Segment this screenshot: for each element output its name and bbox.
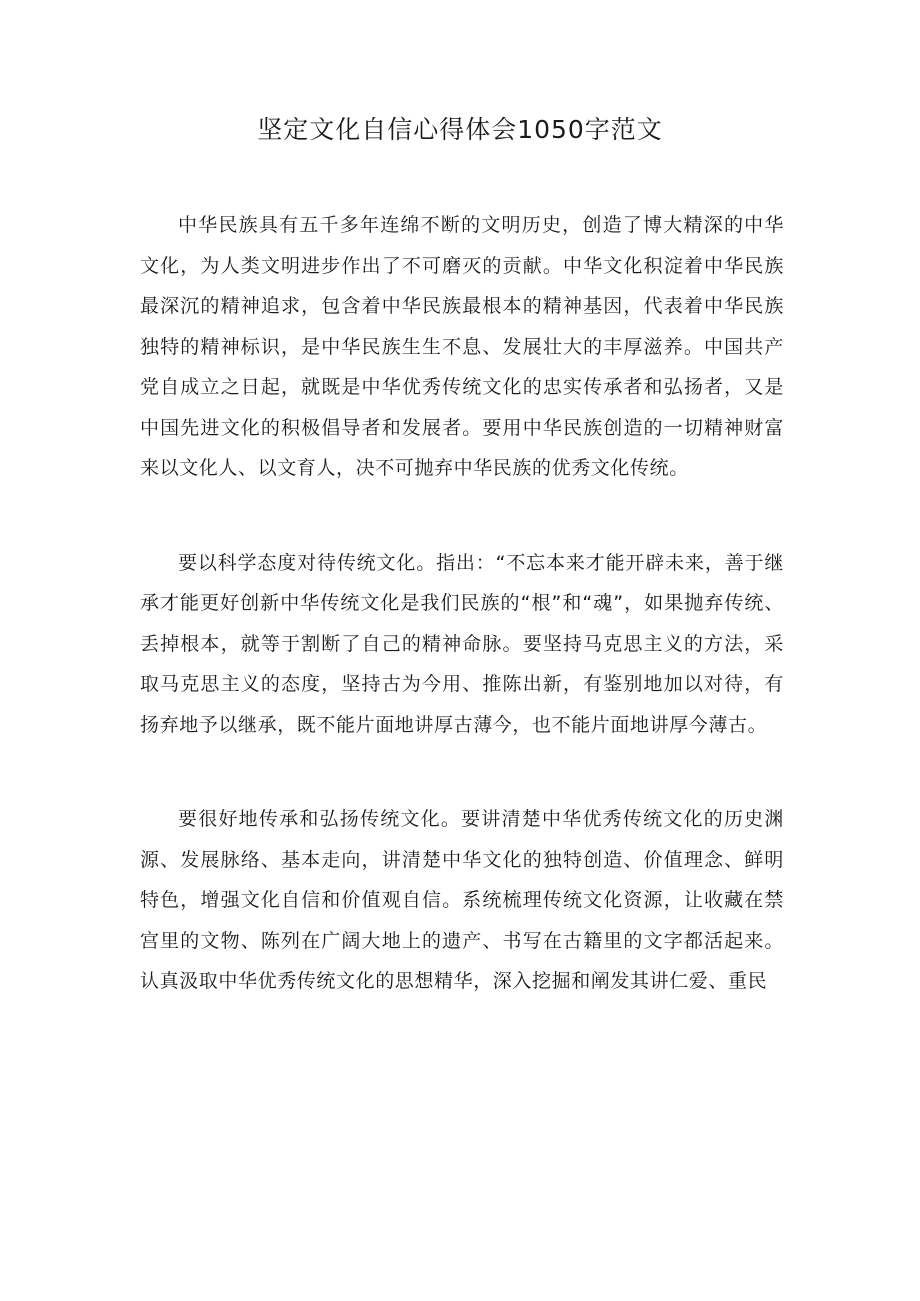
document-body	[140, 205, 784, 1056]
paragraph-2: 要以科学态度对待传统文化。指出：“不忘本来才能开辟未来，善于继承才能更好创新中华传统文化是我们民族的“根”和“魂”，如果抛弃传统、丢掉根本，就等于割断了自己的精神命脉。要坚持马克思主义的方法，采取马克思主义的态度，坚持古为今用、推陈出新，有鉴别地加以对待，有扬弃地予以继承，既不能片面地讲厚古薄今，也不能片面地讲厚今薄古。	[140, 551, 784, 736]
paragraph-1: 中华民族具有五千多年连绵不断的文明历史，创造了博大精深的中华文化，为人类文明进步作出了不可磨灭的贡献。中华文化积淀着中华民族最深沉的精神追求，包含着中华民族最根本的精神基因，代表着中华民族独特的精神标识，是中华民族生生不息、发展壮大的丰厚滋养。中国共产党自成立之日起，就既是中华优秀传统文化的忠实传承者和弘扬者，又是中国先进文化的积极倡导者和发展者。要用中华民族创造的一切精神财富来以文化人、以文育人，决不可抛弃中华民族的优秀文化传统。	[140, 214, 784, 479]
paragraph-3: 要很好地传承和弘扬传统文化。要讲清楚中华优秀传统文化的历史渊源、发展脉络、基本走向，讲清楚中华文化的独特创造、价值理念、鲜明特色，增强文化自信和价值观自信。系统梳理传统文化资源，让收藏在禁宫里的文物、陈列在广阔大地上的遗产、书写在古籍里的文字都活起来。认真汲取中华优秀传统文化的思想精华，深入挖掘和阐发其讲仁爱、重民	[140, 808, 784, 992]
document-title: 坚定文化自信心得体会1050字范文	[257, 115, 663, 144]
